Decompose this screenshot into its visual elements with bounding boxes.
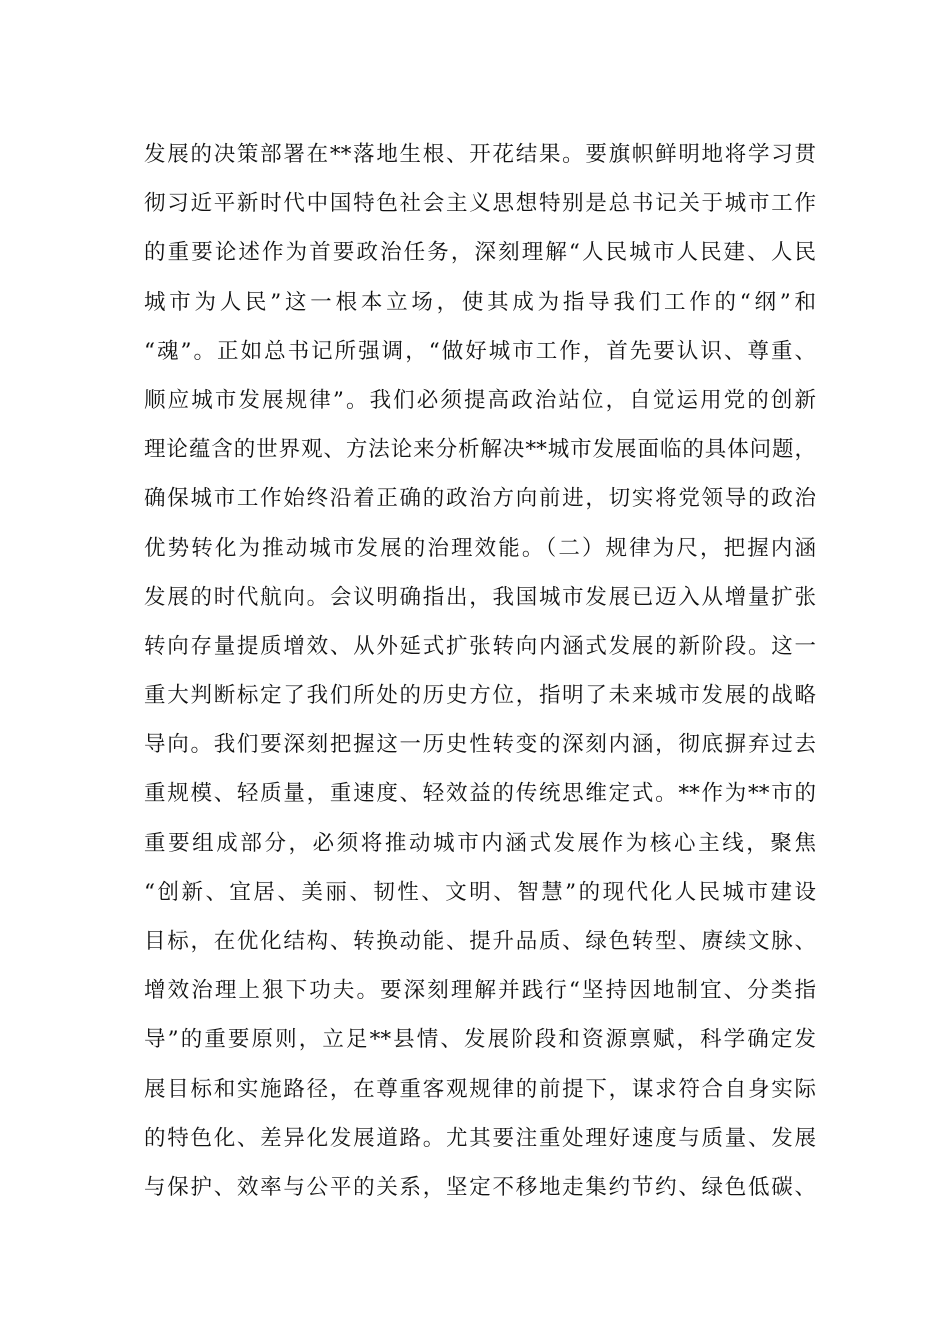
text-line: 顺应城市发展规律”。我们必须提高政治站位，自觉运用党的创新 (144, 387, 816, 413)
text-line: 发展的时代航向。会议明确指出，我国城市发展已迈入从增量扩张 (144, 584, 816, 610)
text-line: 导”的重要原则，立足**县情、发展阶段和资源禀赋，科学确定发 (144, 1027, 816, 1053)
text-line: 确保城市工作始终沿着正确的政治方向前进，切实将党领导的政治 (144, 486, 816, 512)
text-line: 转向存量提质增效、从外延式扩张转向内涵式发展的新阶段。这一 (144, 633, 816, 659)
text-line: “创新、宜居、美丽、韧性、文明、智慧”的现代化人民城市建设 (144, 879, 816, 905)
text-line: 目标，在优化结构、转换动能、提升品质、绿色转型、赓续文脉、 (144, 929, 816, 954)
body-text (144, 130, 816, 1212)
text-line: 的特色化、差异化发展道路。尤其要注重处理好速度与质量、发展 (144, 1125, 816, 1151)
text-line: 展目标和实施路径，在尊重客观规律的前提下，谋求符合自身实际 (144, 1076, 816, 1102)
text-line: 与保护、效率与公平的关系，坚定不移地走集约节约、绿色低碳、 (144, 1174, 816, 1200)
text-line: 发展的决策部署在**落地生根、开花结果。要旗帜鲜明地将学习贯 (144, 142, 816, 167)
text-line: 彻习近平新时代中国特色社会主义思想特别是总书记关于城市工作 (144, 191, 816, 217)
text-line: 导向。我们要深刻把握这一历史性转变的深刻内涵，彻底摒弃过去 (144, 732, 816, 758)
text-line: 重要组成部分，必须将推动城市内涵式发展作为核心主线，聚焦 (144, 830, 816, 856)
text-line: 城市为人民”这一根本立场，使其成为指导我们工作的“纲”和 (144, 289, 816, 315)
text-line: 理论蕴含的世界观、方法论来分析解决**城市发展面临的具体问题， (144, 437, 816, 463)
text-line: 优势转化为推动城市发展的治理效能。（二）规律为尺，把握内涵 (144, 535, 816, 561)
text-line: 重大判断标定了我们所处的历史方位，指明了未来城市发展的战略 (144, 683, 816, 709)
text-line: 重规模、轻质量，重速度、轻效益的传统思维定式。**作为**市的 (144, 781, 816, 807)
text-line: 增效治理上狠下功夫。要深刻理解并践行“坚持因地制宜、分类指 (144, 978, 816, 1004)
text-line: 的重要论述作为首要政治任务，深刻理解“人民城市人民建、人民 (144, 240, 816, 266)
text-line: “魂”。正如总书记所强调，“做好城市工作，首先要认识、尊重、 (144, 338, 816, 364)
